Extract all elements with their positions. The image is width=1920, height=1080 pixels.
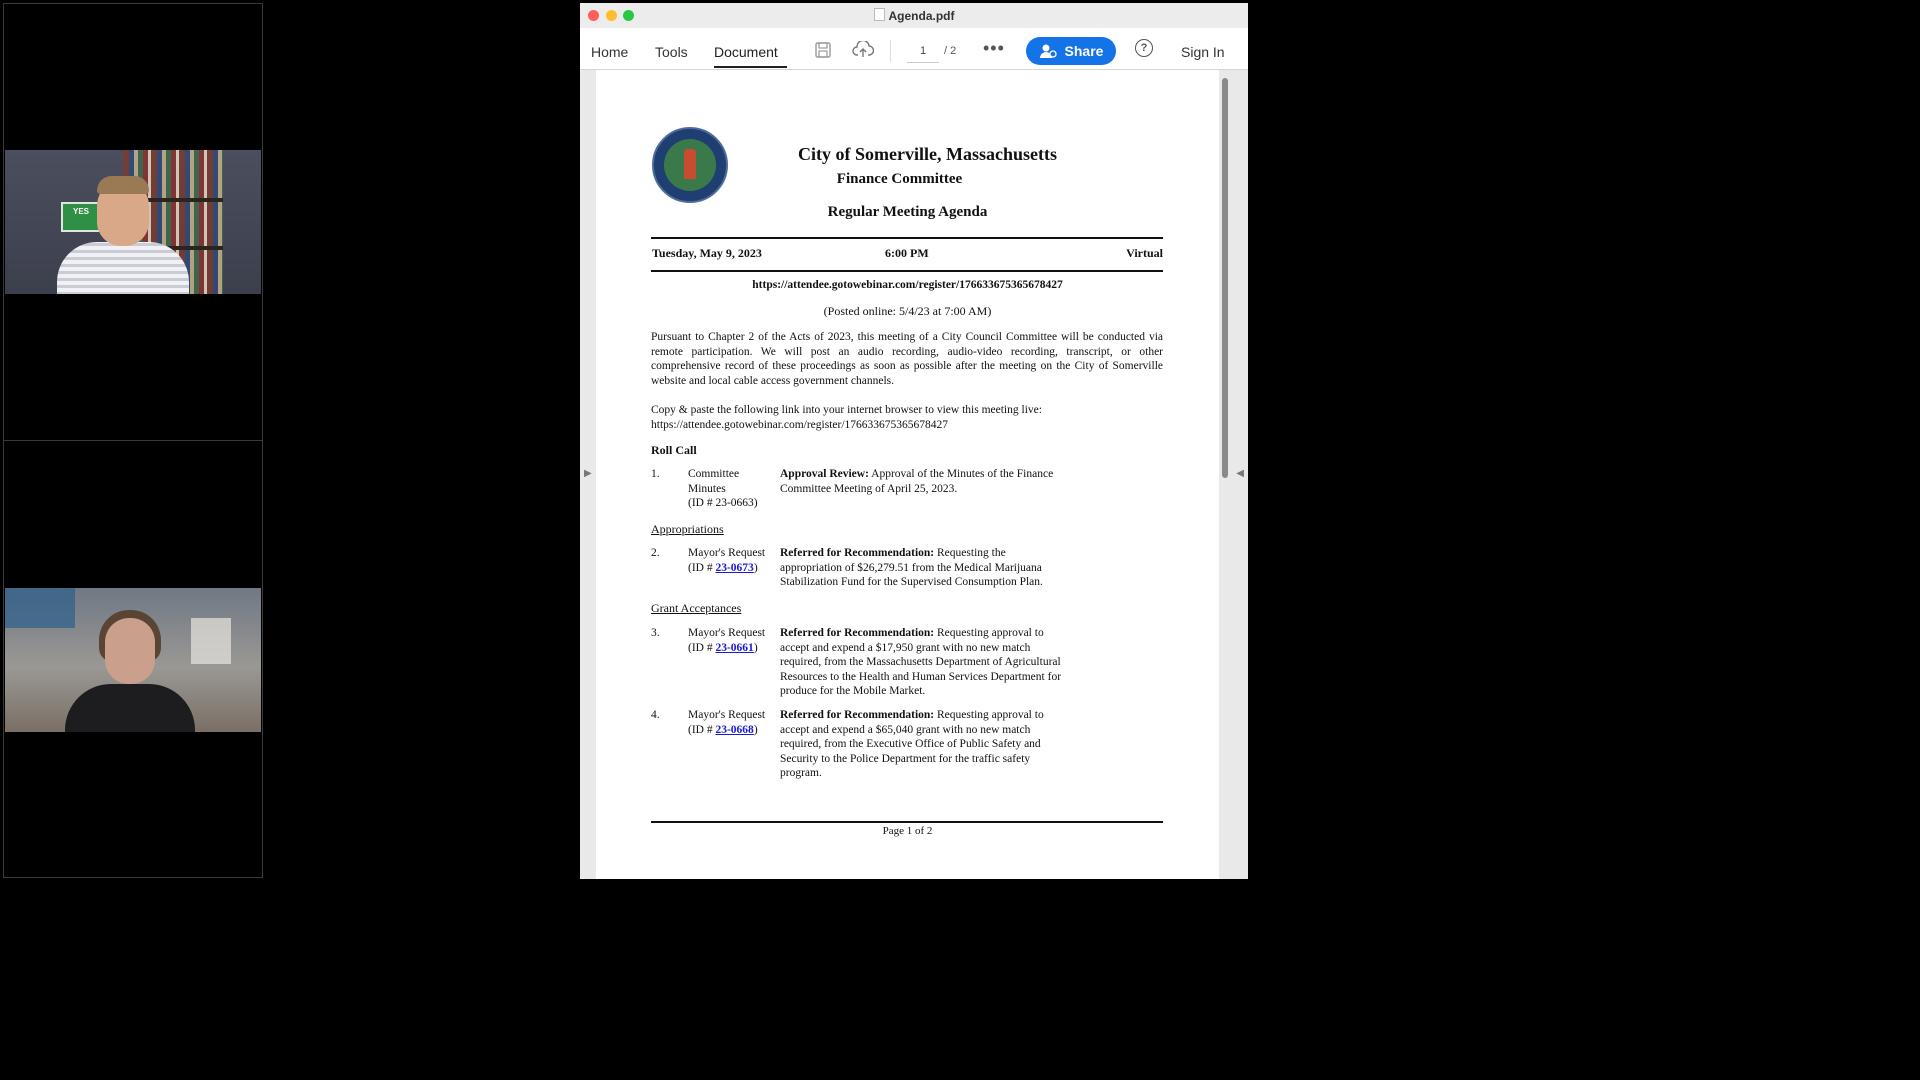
participant-1-hair [97, 176, 149, 194]
roll-call-heading: Roll Call [651, 443, 697, 457]
item-source-label: Mayor's Request [688, 547, 766, 559]
item-id-link[interactable]: 23-0668 [715, 723, 754, 736]
right-panel-toggle-icon[interactable]: ◀ [1236, 468, 1244, 479]
page-number-input[interactable]: 1 [907, 40, 939, 63]
meeting-time: 6:00 PM [885, 246, 929, 260]
page-footer: Page 1 of 2 [882, 825, 933, 837]
item-description [780, 467, 1070, 496]
upload-cloud-icon[interactable] [852, 41, 872, 61]
item-id-link[interactable]: 23-0673 [715, 561, 754, 574]
item-action: Referred for Recommendation: [780, 709, 935, 721]
divider [651, 237, 1163, 239]
item-action: Approval Review: [780, 468, 869, 480]
participant-video-2 [5, 588, 261, 732]
item-source [688, 626, 778, 655]
tab-document[interactable]: Document [714, 44, 778, 60]
pdf-page [596, 70, 1219, 879]
room-window [191, 618, 231, 664]
item-text: Requesting the appropriation of $26,279.51 from the Medical Marijuana Stabilization Fund for the Supervised Consumption Plan. [780, 547, 1043, 588]
tab-home[interactable]: Home [591, 44, 629, 60]
item-number: 4. [651, 709, 660, 721]
item-source-label: Mayor's Request [688, 709, 766, 721]
item-number: 2. [651, 547, 660, 559]
divider [651, 270, 1163, 272]
agenda-title: Regular Meeting Agenda [827, 204, 988, 220]
item-id: (ID # 23-0668) [688, 723, 758, 736]
item-text: Requesting approval to accept and expend a $65,040 grant with no new match required, from the Executive Office of Public Safety and Security to the Police Department for the traffic safety program. [780, 709, 1044, 779]
save-icon[interactable] [813, 41, 833, 61]
window-title-text: Agenda.pdf [888, 9, 955, 23]
item-description [780, 626, 1070, 699]
share-button[interactable] [1026, 37, 1116, 65]
item-action: Referred for Recommendation: [780, 547, 935, 559]
pdf-viewer-window [580, 3, 1248, 879]
participant-2-jacket [65, 684, 195, 732]
live-link-paragraph [651, 403, 1163, 432]
video-tile-2[interactable] [3, 440, 263, 878]
live-link-url[interactable]: https://attendee.gotowebinar.com/register/176633675365678427 [651, 418, 949, 431]
window-shade [5, 588, 75, 628]
item-id: (ID # 23-0663) [688, 497, 758, 509]
title-bar [580, 3, 1248, 28]
video-panel [3, 3, 263, 879]
item-text: Requesting approval to accept and expend a $17,950 grant with no new match required, from the Massachusetts Department of Agricultural Resources to the Health and Human Services Department for produce for the Mobile Market. [780, 627, 1062, 697]
toolbar [580, 28, 1248, 70]
left-panel-toggle-icon[interactable]: ▶ [584, 468, 592, 479]
window-title [580, 8, 1248, 23]
meeting-location: Virtual [1126, 246, 1163, 260]
grant-acceptances-heading: Grant Acceptances [651, 601, 742, 615]
tab-tools[interactable]: Tools [655, 44, 688, 60]
item-source-label: Committee Minutes [688, 468, 740, 495]
share-button-label: Share [1064, 43, 1104, 59]
item-source [688, 708, 778, 737]
live-link-instruction: Copy & paste the following link into your internet browser to view this meeting live: [651, 404, 1042, 416]
remote-participation-paragraph: Pursuant to Chapter 2 of the Acts of 2023, this meeting of a City Council Committee will be conducted via remote participation. We will post an audio recording, audio-video recording, transcript, or other comprehensive record of these proceedings as soon as possible after the meeting on the City of Somerville website and local cable access government channels. [651, 331, 1163, 387]
share-person-icon [1039, 43, 1057, 59]
more-icon[interactable]: ••• [983, 38, 1005, 58]
page-total: / 2 [944, 45, 957, 57]
meeting-date: Tuesday, May 9, 2023 [652, 246, 762, 260]
divider [651, 821, 1163, 823]
item-action: Referred for Recommendation: [780, 627, 935, 639]
active-tab-indicator [714, 66, 787, 68]
item-text: Approval of the Minutes of the Finance Committee Meeting of April 25, 2023. [780, 468, 1054, 495]
item-description [780, 546, 1070, 590]
item-id: (ID # 23-0673) [688, 561, 758, 574]
item-description [780, 708, 1070, 781]
posted-date: (Posted online: 5/4/23 at 7:00 AM) [823, 304, 992, 318]
city-seal-logo [652, 127, 728, 203]
item-source [688, 546, 778, 575]
toolbar-divider [890, 40, 891, 62]
participant-1-shirt [57, 242, 189, 294]
participant-video-1 [5, 150, 261, 294]
help-icon[interactable]: ? [1135, 39, 1153, 57]
participant-2-face [105, 618, 155, 684]
item-number: 3. [651, 627, 660, 639]
item-id-link[interactable]: 23-0661 [715, 641, 754, 654]
webinar-url[interactable]: https://attendee.gotowebinar.com/register/176633675365678427 [752, 279, 1063, 291]
item-source [688, 467, 778, 511]
item-id: (ID # 23-0661) [688, 641, 758, 654]
video-tile-1[interactable] [3, 3, 263, 441]
appropriations-heading: Appropriations [651, 522, 724, 536]
city-heading: City of Somerville, Massachusetts [798, 144, 1057, 164]
vertical-scrollbar[interactable] [1222, 78, 1228, 478]
item-source-label: Mayor's Request [688, 627, 766, 639]
document-viewport[interactable] [580, 70, 1248, 879]
committee-heading: Finance Committee [836, 171, 963, 187]
sign-in-link[interactable]: Sign In [1181, 44, 1225, 60]
yes-sign: YES [61, 202, 101, 232]
pdf-file-icon [874, 8, 885, 21]
item-number: 1. [651, 468, 660, 480]
